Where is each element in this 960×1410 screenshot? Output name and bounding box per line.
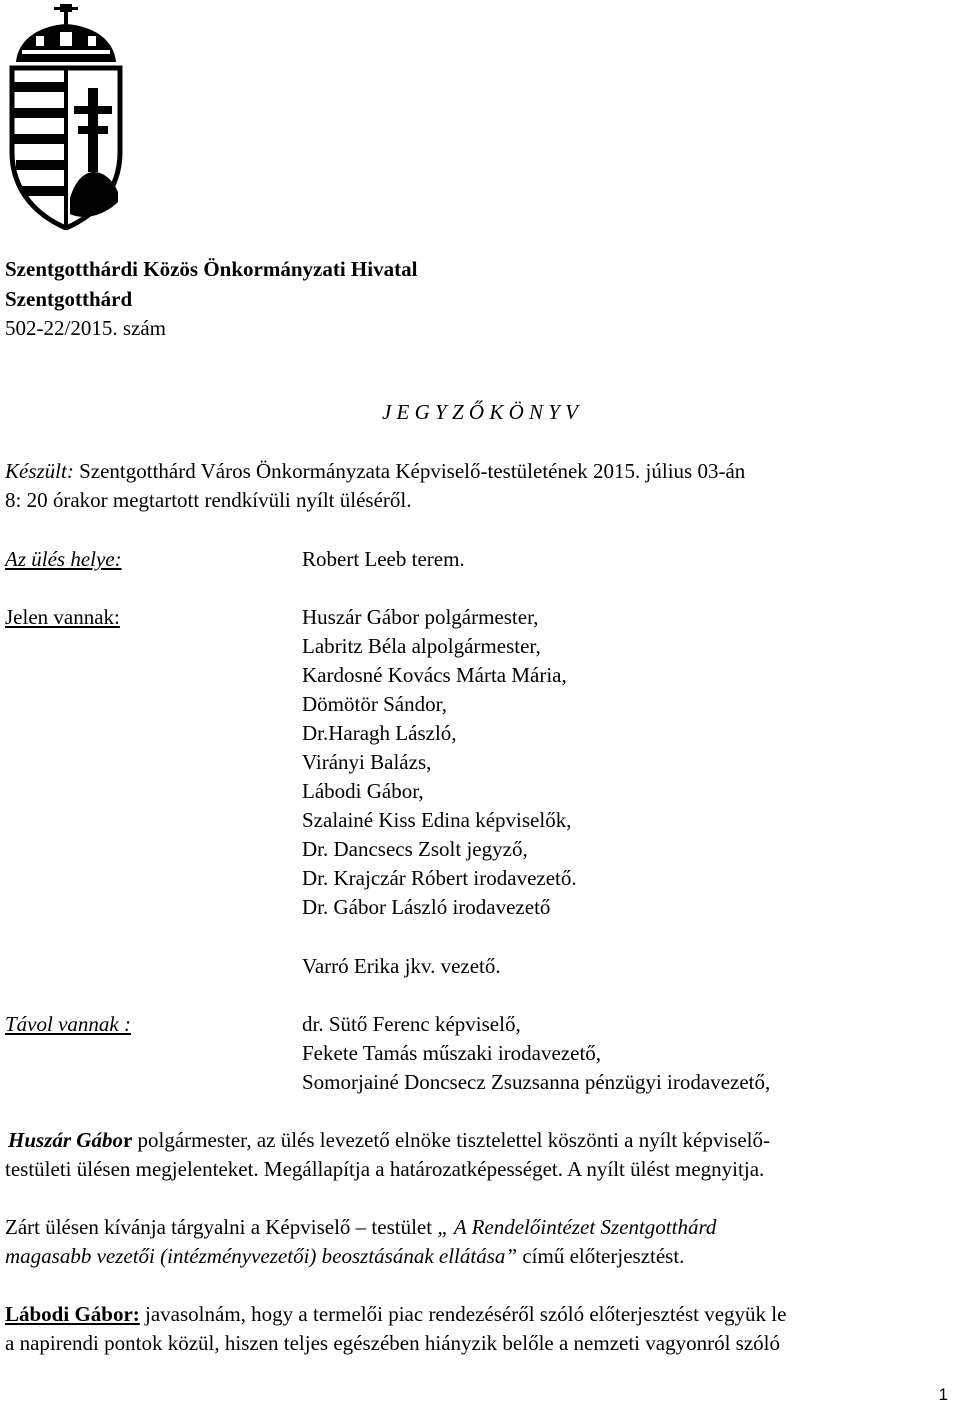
coat-of-arms-icon (8, 2, 124, 230)
page-number: 1 (938, 1385, 948, 1404)
absentee: Fekete Tamás műszaki irodavezető, (302, 1041, 602, 1065)
paragraph-2-text-2: című előterjesztést. (517, 1244, 685, 1268)
venue-value: Robert Leeb terem. (302, 547, 465, 571)
paragraph-1-line-1 (8, 1128, 770, 1153)
made-text-1: Szentgotthárd Város Önkormányzata Képviselő-testületének 2015. július 03-án (73, 459, 746, 483)
speaker-name: Huszár Gábo (8, 1128, 123, 1152)
attendee: Dömötör Sándor, (302, 692, 447, 716)
attendee: Dr.Haragh László, (302, 721, 457, 745)
venue-label: Az ülés helye: (5, 547, 122, 571)
made-text-2: 8: 20 órakor megtartott rendkívüli nyílt üléséről. (5, 488, 412, 512)
paragraph-3-text-2: a napirendi pontok közül, hiszen teljes egészében hiányzik belőle a nemzeti vagyonról szóló (5, 1331, 780, 1355)
attendee: Dr. Gábor László irodavezető (302, 895, 551, 919)
paragraph-2-line-1 (5, 1215, 716, 1240)
office-city: Szentgotthárd (5, 287, 133, 311)
attendee: Virányi Balázs, (302, 750, 432, 774)
made-line-1 (5, 459, 745, 484)
made-label: Készült: (5, 459, 74, 483)
document-number: 502-22/2015. szám (5, 316, 166, 340)
paragraph-2-text-1: Zárt ülésen kívánja tárgyalni a Képviselő – testület (5, 1215, 438, 1239)
speaker-name-end: r (122, 1128, 133, 1152)
absentee: Somorjainé Doncsecz Zsuzsanna pénzügyi irodavezető, (302, 1070, 771, 1094)
present-label: Jelen vannak: (5, 605, 120, 629)
absentee: dr. Sütő Ferenc képviselő, (302, 1012, 521, 1036)
attendee: Dr. Krajczár Róbert irodavezető. (302, 866, 577, 890)
attendee: Szalainé Kiss Edina képviselők, (302, 808, 572, 832)
absent-label: Távol vannak : (5, 1012, 131, 1036)
recorder: Varró Erika jkv. vezető. (302, 954, 501, 978)
attendee: Kardosné Kovács Márta Mária, (302, 663, 567, 687)
attendee: Dr. Dancsecs Zsolt jegyző, (302, 837, 528, 861)
paragraph-2-line-2 (5, 1244, 684, 1269)
document-title: J E G Y Z Ő K Ö N Y V (381, 400, 579, 424)
paragraph-3-text-1: javasolnám, hogy a termelői piac rendezéséről szóló előterjesztést vegyük le (139, 1302, 787, 1326)
paragraph-1-text-1: polgármester, az ülés levezető elnöke tisztelettel köszönti a nyílt képviselő- (132, 1128, 770, 1152)
paragraph-3-line-1 (5, 1302, 955, 1327)
agenda-title-1: „ A Rendelőintézet Szentgotthárd (437, 1215, 717, 1239)
attendee: Lábodi Gábor, (302, 779, 424, 803)
speaker-name: Lábodi Gábor: (5, 1302, 140, 1326)
office-name: Szentgotthárdi Közös Önkormányzati Hivatal (5, 257, 418, 281)
paragraph-1-text-2: testületi ülésen megjelenteket. Megállapítja a határozatképességet. A nyílt ülést megnyitja. (5, 1157, 765, 1181)
attendee: Huszár Gábor polgármester, (302, 605, 539, 629)
attendee: Labritz Béla alpolgármester, (302, 634, 541, 658)
agenda-title-2: magasabb vezetői (intézményvezetői) beosztásának ellátása” (5, 1244, 518, 1268)
